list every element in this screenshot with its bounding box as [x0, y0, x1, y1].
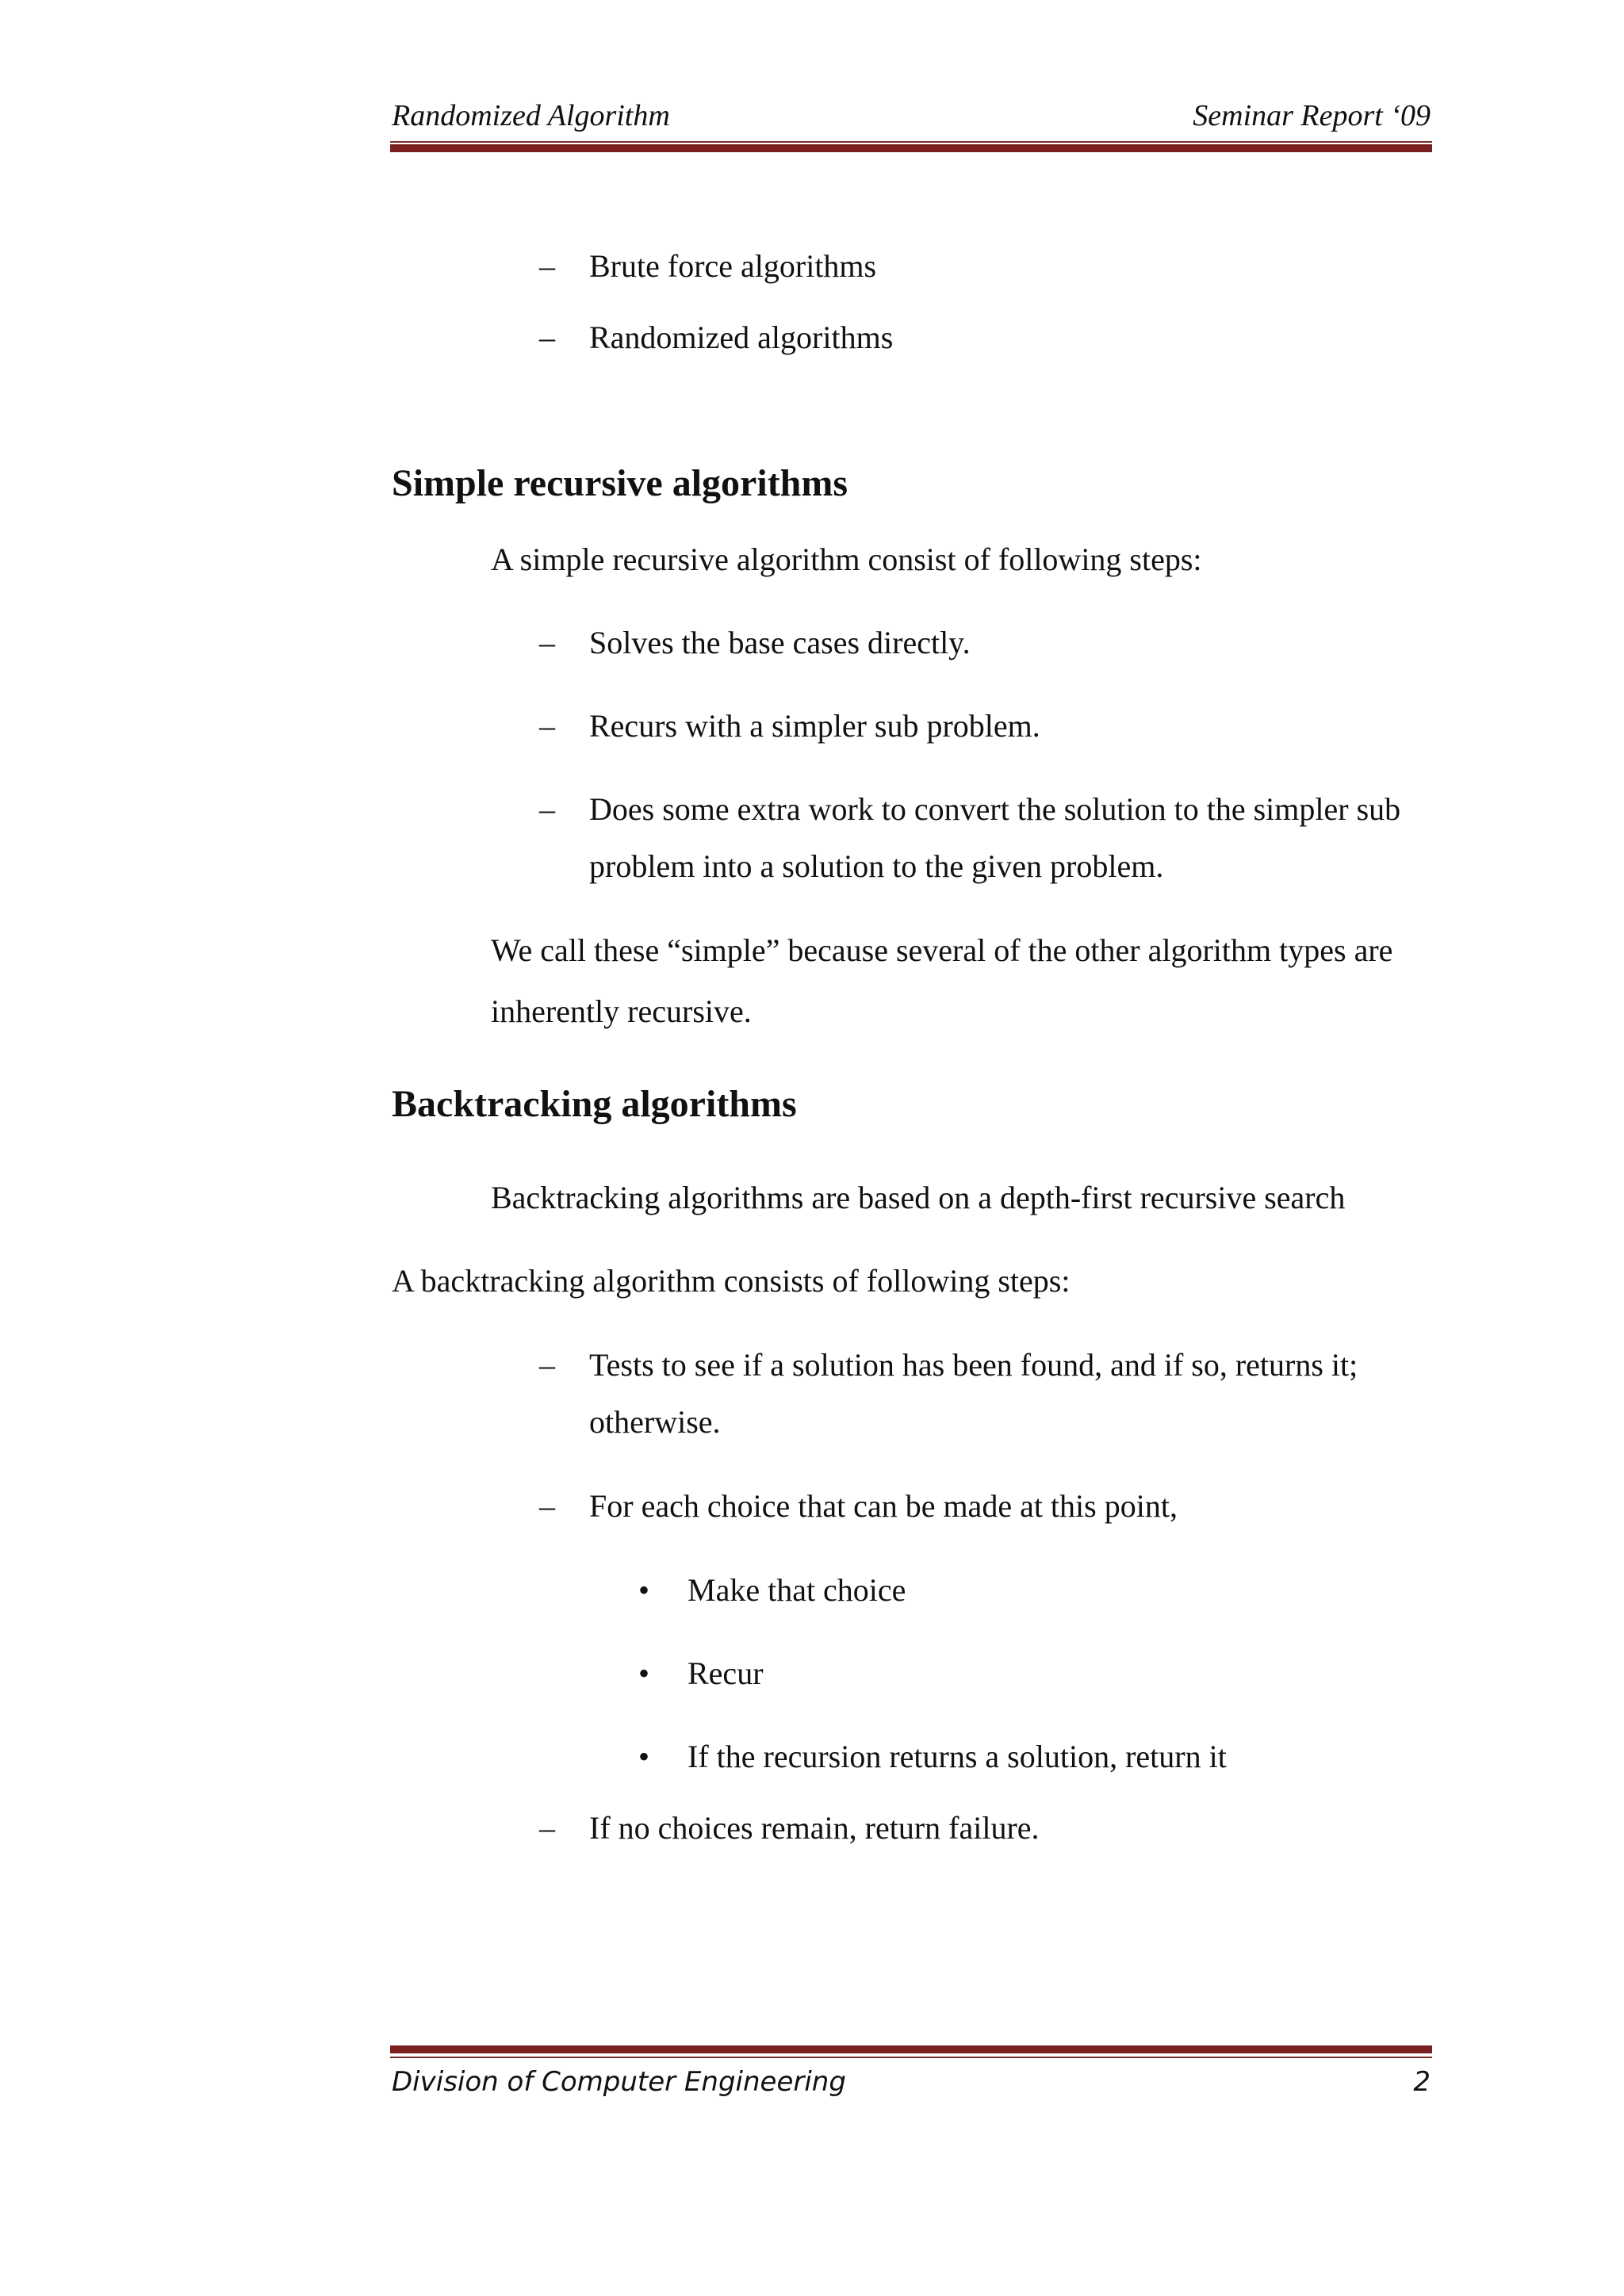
list-item-continuation: otherwise.: [589, 1404, 721, 1440]
section-heading: Backtracking algorithms: [392, 1083, 797, 1125]
list-marker: –: [539, 1347, 555, 1383]
list-item: Recurs with a simpler sub problem.: [589, 708, 1040, 744]
list-marker: –: [539, 1810, 555, 1846]
list-marker: –: [539, 791, 555, 827]
list-item: Does some extra work to convert the solution to the simpler sub: [589, 791, 1401, 827]
list-item: Brute force algorithms: [589, 248, 877, 284]
header-title: Randomized Algorithm: [392, 99, 670, 132]
list-item: If no choices remain, return failure.: [589, 1810, 1040, 1846]
bullet-marker: •: [638, 1655, 650, 1691]
page-number: 2: [1413, 2066, 1431, 2098]
list-marker: –: [539, 248, 555, 284]
footer-rule-thick: [390, 2045, 1432, 2053]
paragraph-line: A backtracking algorithm consists of following steps:: [392, 1263, 1071, 1299]
header-rule-thick: [390, 144, 1432, 152]
sub-list-item: Recur: [688, 1655, 764, 1691]
list-item: Randomized algorithms: [589, 320, 894, 355]
section-intro: A simple recursive algorithm consist of following steps:: [491, 541, 1202, 577]
list-marker: –: [539, 708, 555, 744]
paragraph-line: We call these “simple” because several of the other algorithm types are: [491, 932, 1393, 968]
sub-list-item: If the recursion returns a solution, return it: [688, 1739, 1227, 1774]
footer-division: Division of Computer Engineering: [392, 2066, 846, 2098]
list-marker: –: [539, 625, 555, 660]
sub-list-item: Make that choice: [688, 1572, 906, 1608]
list-item: Tests to see if a solution has been found, and if so, returns it;: [589, 1347, 1358, 1383]
bullet-marker: •: [638, 1739, 650, 1774]
section-intro: Backtracking algorithms are based on a depth-first recursive search: [491, 1180, 1346, 1215]
paragraph-line: inherently recursive.: [491, 993, 752, 1029]
header-report-label: Seminar Report ‘09: [1193, 99, 1431, 132]
list-item: For each choice that can be made at this point,: [589, 1488, 1178, 1524]
header-rule-thin: [390, 141, 1432, 143]
section-heading: Simple recursive algorithms: [392, 462, 848, 504]
list-marker: –: [539, 1488, 555, 1524]
list-item: Solves the base cases directly.: [589, 625, 971, 660]
list-marker: –: [539, 320, 555, 355]
footer-rule-thin: [390, 2057, 1432, 2058]
list-item-continuation: problem into a solution to the given problem.: [589, 848, 1164, 884]
bullet-marker: •: [638, 1572, 650, 1608]
